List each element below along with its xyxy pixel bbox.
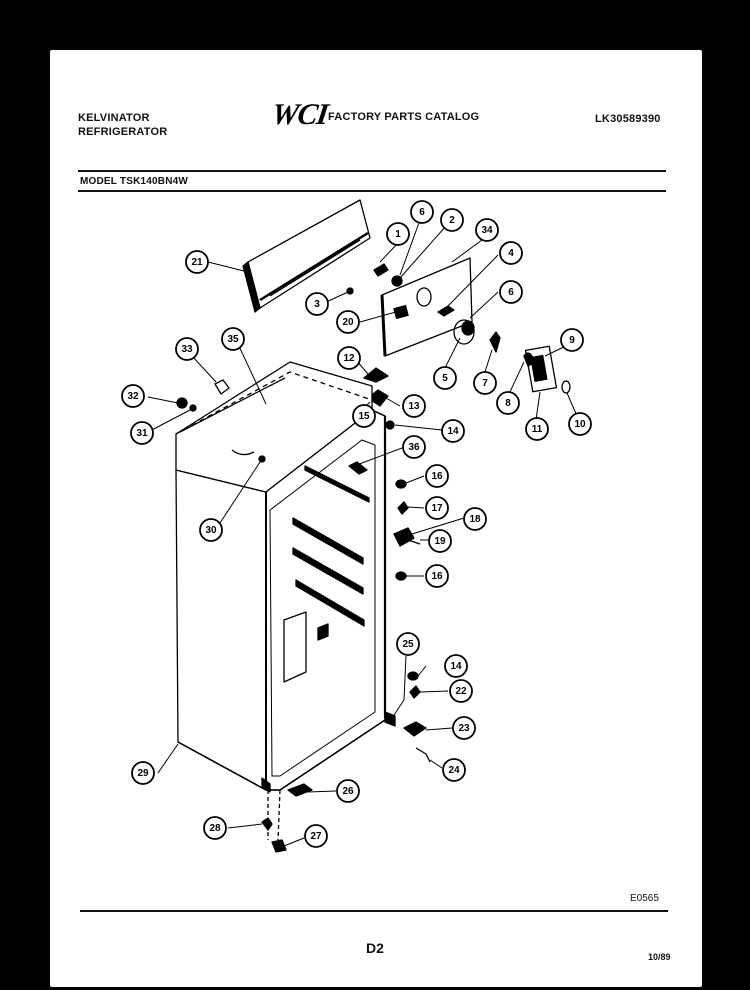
callout-23 [453,717,475,739]
callout-number: 12 [343,353,355,364]
model-number: MODEL TSK140BN4W [80,176,189,187]
callout-25 [397,633,419,655]
callout-31 [131,422,153,444]
callout-number: 25 [402,639,414,650]
callout-28 [204,817,226,839]
callout-21 [186,251,208,273]
callout-number: 22 [455,686,467,697]
callout-34 [476,219,498,241]
callout-22 [450,680,472,702]
callout-4 [500,242,522,264]
callout-27 [305,825,327,847]
callout-18 [464,508,486,530]
callout-10 [569,413,591,435]
callout-number: 23 [458,723,470,734]
catalog-number: LK30589390 [595,113,661,125]
callout-number: 15 [358,411,370,422]
callout-number: 11 [531,424,543,435]
callout-number: 19 [434,536,446,547]
callout-number: 32 [127,391,139,402]
drawing-code: E0565 [630,893,659,904]
callout-number: 18 [469,514,481,525]
callout-number: 2 [449,215,455,226]
callout-number: 13 [408,401,420,412]
callout-number: 30 [205,525,217,536]
callout-number: 16 [431,571,443,582]
callout-number: 31 [136,428,148,439]
callout-26 [337,780,359,802]
callout-number: 16 [431,471,443,482]
callout-24 [443,759,465,781]
callout-number: 24 [448,765,460,776]
callout-number: 35 [227,334,239,345]
callout-17 [426,497,448,519]
callout-13 [403,395,425,417]
callout-9 [561,329,583,351]
catalog-title: FACTORY PARTS CATALOG [328,111,480,123]
wci-logo: WCI [269,98,330,131]
callout-16 [426,565,448,587]
callout-33 [176,338,198,360]
callout-number: 14 [450,661,462,672]
callout-number: 28 [209,823,221,834]
callout-number: 29 [137,768,149,779]
callout-number: 10 [574,419,586,430]
callout-12 [338,347,360,369]
callout-number: 8 [505,398,511,409]
callout-number: 36 [408,442,420,453]
callout-19 [429,530,451,552]
callout-number: 1 [395,229,401,240]
page-label: D2 [366,940,384,956]
callout-3 [306,293,328,315]
refrigerator-cabinet [176,362,385,792]
product-category: REFRIGERATOR [78,126,168,138]
callout-2 [441,209,463,231]
callout-32 [122,385,144,407]
callout-number: 6 [508,287,514,298]
callout-8 [497,392,519,414]
brand-name: KELVINATOR [78,112,150,124]
callout-number: 21 [191,257,203,268]
callout-number: 34 [481,225,493,236]
callout-5 [434,367,456,389]
callout-14 [442,420,464,442]
callout-16 [426,465,448,487]
revision-date: 10/89 [648,952,671,962]
callout-number: 14 [447,426,459,437]
callout-number: 9 [569,335,575,346]
callout-6 [411,201,433,223]
callout-number: 5 [442,373,448,384]
callout-number: 33 [181,344,193,355]
callout-number: 7 [482,378,488,389]
callout-30 [200,519,222,541]
top-cover-panel [243,200,370,312]
callout-11 [526,418,548,440]
callout-number: 4 [508,248,514,259]
callout-29 [132,762,154,784]
callout-6 [500,281,522,303]
callout-7 [474,372,496,394]
callout-number: 27 [310,831,322,842]
callout-number: 3 [314,299,320,310]
callout-35 [222,328,244,350]
callout-number: 17 [431,503,443,514]
callout-number: 26 [342,786,354,797]
callout-1 [387,223,409,245]
callout-15 [353,405,375,427]
callout-number: 20 [342,317,354,328]
callout-36 [403,436,425,458]
callout-20 [337,311,359,333]
callout-number: 6 [419,207,425,218]
callout-14 [445,655,467,677]
